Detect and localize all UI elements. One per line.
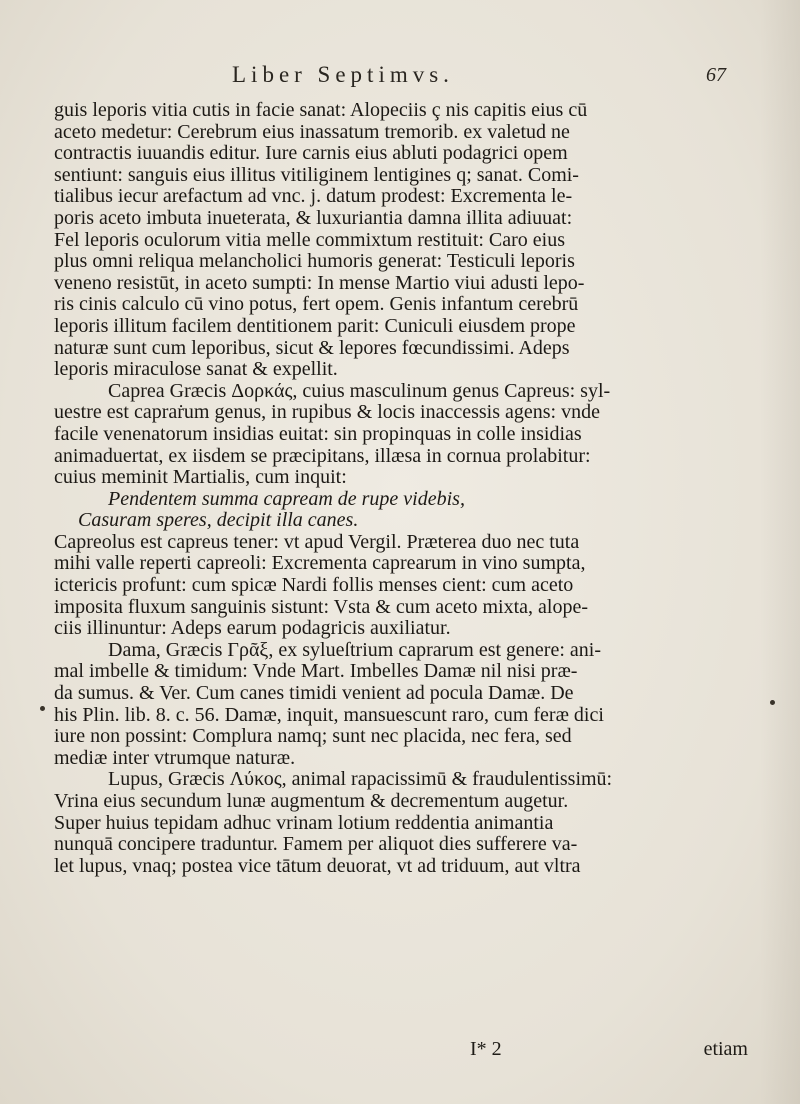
verse-line: Pendentem summa capream de rupe videbis, bbox=[108, 488, 465, 510]
text-line: da sumus. & Ver. Cum canes timidi venient ad pocula Damæ. De bbox=[54, 683, 574, 705]
text-line: leporis illitum facilem dentitionem parit: Cuniculi eiusdem prope bbox=[54, 315, 576, 337]
paragraph-start-caprea: Caprea Græcis Δορκάς, cuius masculinum genus Capreus: syl- bbox=[108, 380, 611, 402]
text-line: poris aceto imbuta inueterata, & luxuriantia damna illita adiuuat: bbox=[54, 207, 573, 229]
paragraph-start-lupus: Lupus, Græcis Λύκος, animal rapacissimū & fraudulentissimū: bbox=[108, 769, 613, 791]
text-line: imposita fluxum sanguinis sistunt: Vsta & cum aceto mixta, alope- bbox=[54, 596, 589, 618]
page-footer bbox=[470, 1038, 748, 1062]
text-line: veneno resistūt, in aceto sumpti: In mense Martio viui adusti lepo- bbox=[54, 272, 585, 294]
text-line: ciis illinuntur: Adeps earum podagricis auxiliatur. bbox=[54, 618, 451, 640]
margin-mark bbox=[770, 700, 775, 705]
page-header bbox=[232, 62, 726, 92]
paragraph-start-capreolus: Capreolus est capreus tener: vt apud Vergil. Præterea duo nec tuta bbox=[54, 531, 580, 553]
text-line: cuius meminit Martialis, cum inquit: bbox=[54, 467, 347, 489]
text-line: aceto medetur: Cerebrum eius inassatum tremorib. ex valetud ne bbox=[54, 121, 570, 143]
text-line: Fel leporis oculorum vitia melle commixtum restituit: Caro eius bbox=[54, 229, 566, 251]
text-line: uestre est capraṙum genus, in rupibus & locis inaccessis agens: vnde bbox=[54, 402, 600, 424]
text-line: Vrina eius secundum lunæ augmentum & decrementum augetur. bbox=[54, 791, 569, 812]
verse-line: Casuram speres, decipit illa canes. bbox=[78, 510, 359, 532]
text-line: let lupus, vnaq; postea vice tātum deuorat, vt ad triduum, aut vltra bbox=[54, 855, 581, 877]
text-line: facile venenatorum insidias euitat: sin propinquas in colle insidias bbox=[54, 423, 582, 445]
text-line: iure non possint: Complura namq; sunt nec placida, nec fera, sed bbox=[54, 726, 572, 748]
text-line: plus omni reliqua melancholici humoris generat: Testiculi leporis bbox=[54, 251, 575, 273]
text-line: contractis iuuandis editur. Iure carnis eius abluti podagrici opem bbox=[54, 143, 568, 165]
text-line: sentiunt: sanguis eius illitus vitiliginem lentigines q; sanat. Comi- bbox=[54, 164, 579, 186]
body-text bbox=[54, 100, 748, 877]
page-edge-shadow bbox=[760, 0, 800, 1104]
signature-mark: I* 2 bbox=[470, 1038, 502, 1060]
text-line: mal imbelle & timidum: Vnde Mart. Imbelles Damæ nil nisi præ- bbox=[54, 661, 578, 683]
text-line: nunquā concipere traduntur. Famem per aliquot dies sufferere va- bbox=[54, 834, 578, 856]
text-line: Super huius tepidam adhuc vrinam lotium reddentia animantia bbox=[54, 812, 554, 834]
text-line: naturæ sunt cum leporibus, sicut & lepores fœcundissimi. Adeps bbox=[54, 337, 570, 359]
text-line: guis leporis vitia cutis in facie sanat: Alopeciis ç nis capitis eius cū bbox=[54, 100, 588, 121]
margin-mark bbox=[40, 706, 45, 711]
running-head: Liber Septimvs. bbox=[232, 62, 454, 87]
text-line: leporis miraculose sanat & expellit. bbox=[54, 359, 338, 381]
text-line: animaduertat, ex iisdem se præcipitans, illæsa in cornua prolabitur: bbox=[54, 445, 591, 467]
text-line: mediæ inter vtrumque naturæ. bbox=[54, 747, 296, 769]
text-line: ris cinis calculo cū vino potus, fert opem. Genis infantum cerebrū bbox=[54, 294, 579, 316]
text-line: mihi valle reperti capreoli: Excrementa caprearum in vino sumpta, bbox=[54, 553, 586, 575]
text-line: tialibus iecur arefactum ad vnc. j. datum prodest: Excrementa le- bbox=[54, 186, 573, 208]
page-number: 67 bbox=[706, 64, 726, 86]
paragraph-start-dama: Dama, Græcis Γρᾶξ, ex sylueſtrium caprarum est genere: ani- bbox=[108, 639, 601, 661]
text-line: ictericis profunt: cum spicæ Nardi follis menses cient: cum aceto bbox=[54, 575, 574, 597]
text-line: his Plin. lib. 8. c. 56. Damæ, inquit, mansuescunt raro, cum feræ dici bbox=[54, 704, 604, 726]
catchword: etiam bbox=[703, 1038, 748, 1060]
